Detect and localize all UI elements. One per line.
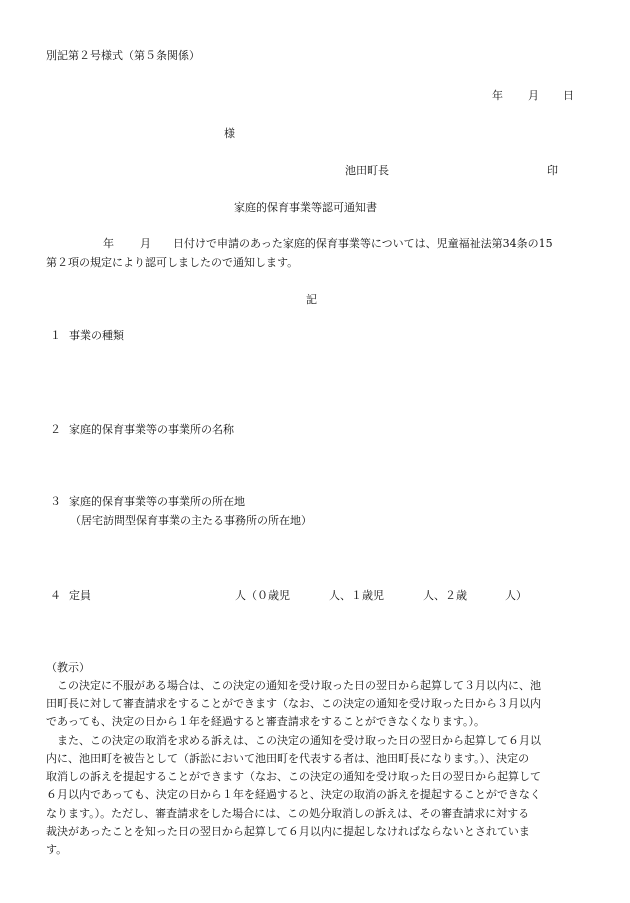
capacity-person-total: 人（０歳児 [235, 589, 290, 602]
item-number: ４ [50, 589, 61, 602]
item-3 [50, 496, 245, 507]
notice-line: であっても、決定の日から１年を経過すると審査請求をすることができなくなります。）。 [46, 715, 486, 728]
document-title: 家庭的保育事業等認可通知書 [234, 201, 377, 214]
recipient-suffix: 様 [224, 127, 235, 140]
item-label: 定員 [69, 589, 91, 602]
item-4 [50, 590, 91, 601]
capacity-person-age1: 人、１歳児 [329, 589, 384, 602]
item-number: ２ [50, 423, 61, 436]
sender-name: 池田町長 [345, 164, 389, 177]
ki-marker: 記 [306, 293, 317, 306]
body-year: 年 [103, 237, 114, 250]
item-label: 事業の種類 [69, 329, 124, 342]
notice-line: 裁決があったことを知った日の翌日から起算して６月以内に提起しなければならないとされていま [46, 825, 530, 838]
item-2 [50, 424, 234, 435]
notice-line: す。 [46, 843, 68, 856]
notice-line: 田町長に対して審査請求をすることができます（なお、この決定の通知を受け取った日から３月以内 [46, 697, 541, 710]
date-year: 年 [492, 89, 503, 102]
item-label: 家庭的保育事業等の事業所の名称 [69, 423, 234, 436]
item-number: １ [50, 329, 61, 342]
capacity-person-age2: 人、２歳 [423, 589, 467, 602]
body-line-2: 第２項の規定により認可しましたので通知します。 [46, 256, 299, 269]
notice-line: また、この決定の取消を求める訴えは、この決定の通知を受け取った日の翌日から起算して６月以 [46, 734, 541, 747]
item-1 [50, 330, 124, 341]
date-day: 日 [563, 89, 574, 102]
seal-mark: 印 [547, 164, 558, 177]
date-month: 月 [528, 89, 539, 102]
item-3-sub: （居宅訪問型保育事業の主たる事務所の所在地） [70, 514, 312, 527]
form-id: 別記第２号様式（第５条関係） [46, 49, 200, 62]
notice-heading: （教示） [46, 661, 90, 674]
body-month: 月 [140, 237, 151, 250]
item-number: ３ [50, 495, 61, 508]
notice-line: ６月以内であっても、決定の日から１年を経過すると、決定の取消の訴えを提起することができなく [46, 788, 541, 801]
notice-line: 取消しの訴えを提起することができます（なお、この決定の通知を受け取った日の翌日から起算して [46, 770, 541, 783]
capacity-person-end: 人） [505, 589, 527, 602]
body-line-1 [103, 238, 553, 249]
notice-line: 内に、池田町を被告として（訴訟において池田町を代表する者は、池田町長になります。）、決定の [46, 752, 530, 765]
notice-line: この決定に不服がある場合は、この決定の通知を受け取った日の翌日から起算して３月以内に、池 [46, 679, 541, 692]
body-text-1: 日付けで申請のあった家庭的保育事業等については、児童福祉法第34条の15 [173, 237, 553, 250]
notice-line: なります。）。ただし、審査請求をした場合には、この処分取消しの訴えは、その審査請求に対する [46, 807, 530, 820]
item-label: 家庭的保育事業等の事業所の所在地 [69, 495, 245, 508]
